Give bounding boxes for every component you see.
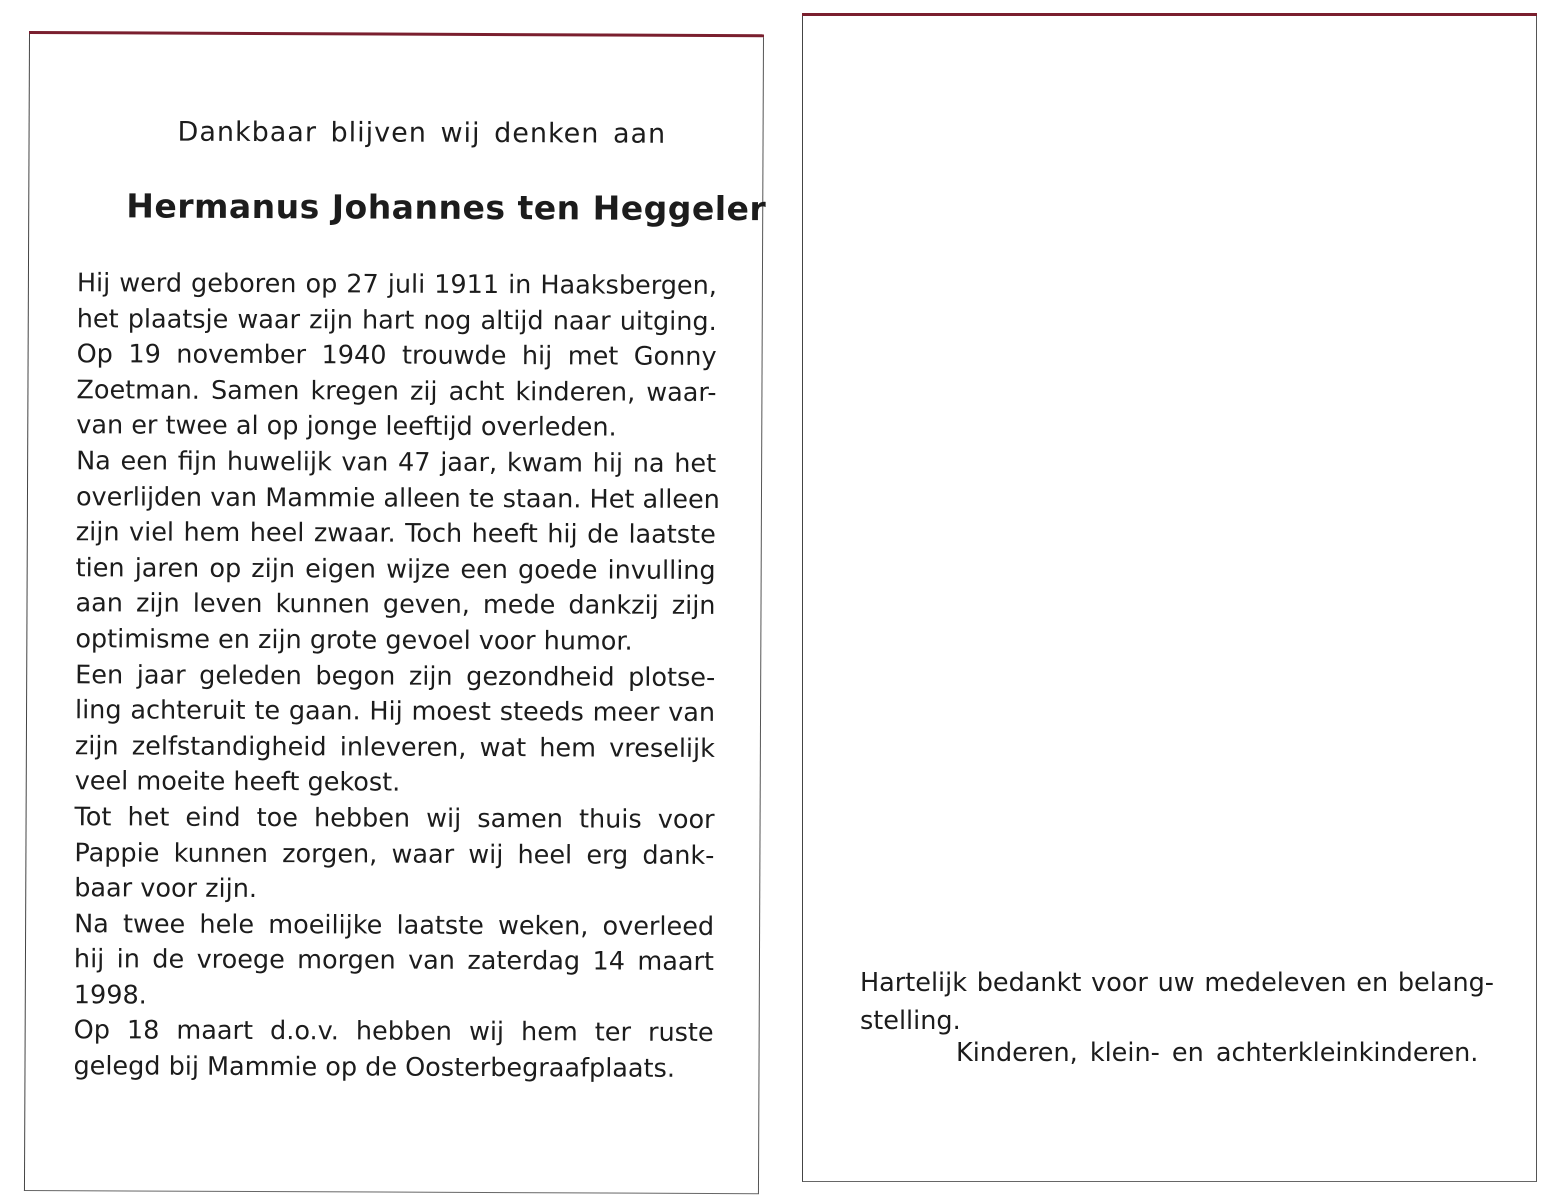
text-line: tien jaren op zijn eigen wijze een goede invulling xyxy=(75,552,716,586)
text-line: overlijden van Mammie alleen te staan. Het alleen xyxy=(75,481,720,515)
thanks-text xyxy=(860,964,1494,1040)
text-line: van er twee al op jonge leeftijd overleden. xyxy=(76,410,617,443)
signoff-line: Kinderen, klein- en achterkleinkinderen. xyxy=(956,1038,1479,1068)
biography-text xyxy=(73,266,720,1087)
deceased-name: Hermanus Johannes ten Heggeler xyxy=(126,186,767,229)
text-line: Een jaar geleden begon zijn gezondheid plotse- xyxy=(75,659,716,693)
text-line: stelling. xyxy=(860,1006,961,1036)
text-line: Op 19 november 1940 trouwde hij met Gonny xyxy=(76,339,717,373)
text-line: zijn viel hem heel zwaar. Toch heeft hij de laatste xyxy=(75,517,716,551)
intro-line: Dankbaar blijven wij denken aan xyxy=(177,116,667,150)
text-line: Na twee hele moeilijke laatste weken, overleed xyxy=(74,908,715,942)
text-line: Op 18 maart d.o.v. hebben wij hem ter ruste xyxy=(73,1015,714,1049)
text-line: baar voor zijn. xyxy=(74,873,258,905)
text-line: optimisme en zijn grote gevoel voor humor. xyxy=(75,624,633,657)
text-line: Tot het eind toe hebben wij samen thuis voor xyxy=(74,802,715,835)
text-line: het plaatsje waar zijn hart nog altijd naar uitging. xyxy=(76,303,717,337)
text-line: gelegd bij Mammie op de Oosterbegraafplaats. xyxy=(73,1051,676,1084)
text-line: Na een fijn huwelijk van 47 jaar, kwam hij na het xyxy=(76,446,717,479)
text-line: ling achteruit te gaan. Hij moest steeds meer van xyxy=(74,695,716,729)
memorial-card-text-page xyxy=(24,34,767,1194)
memorial-card-thanks-page xyxy=(802,16,1537,1182)
text-line: veel moeite heeft gekost. xyxy=(74,766,401,798)
text-line: 1998. xyxy=(73,980,147,1011)
text-line: aan zijn leven kunnen geven, mede dankzij zijn xyxy=(75,588,716,622)
text-line: Zoetman. Samen kregen zij acht kinderen, waar- xyxy=(76,374,717,408)
text-line: Pappie kunnen zorgen, waar wij heel erg dank- xyxy=(74,837,715,871)
text-line: zijn zelfstandigheid inleveren, wat hem vreselijk xyxy=(74,730,715,764)
text-line: Hij werd geboren op 27 juli 1911 in Haaksbergen, xyxy=(76,268,717,302)
text-line: Hartelijk bedankt voor uw medeleven en belang- xyxy=(860,968,1494,998)
text-line: hij in de vroege morgen van zaterdag 14 maart xyxy=(73,944,715,978)
